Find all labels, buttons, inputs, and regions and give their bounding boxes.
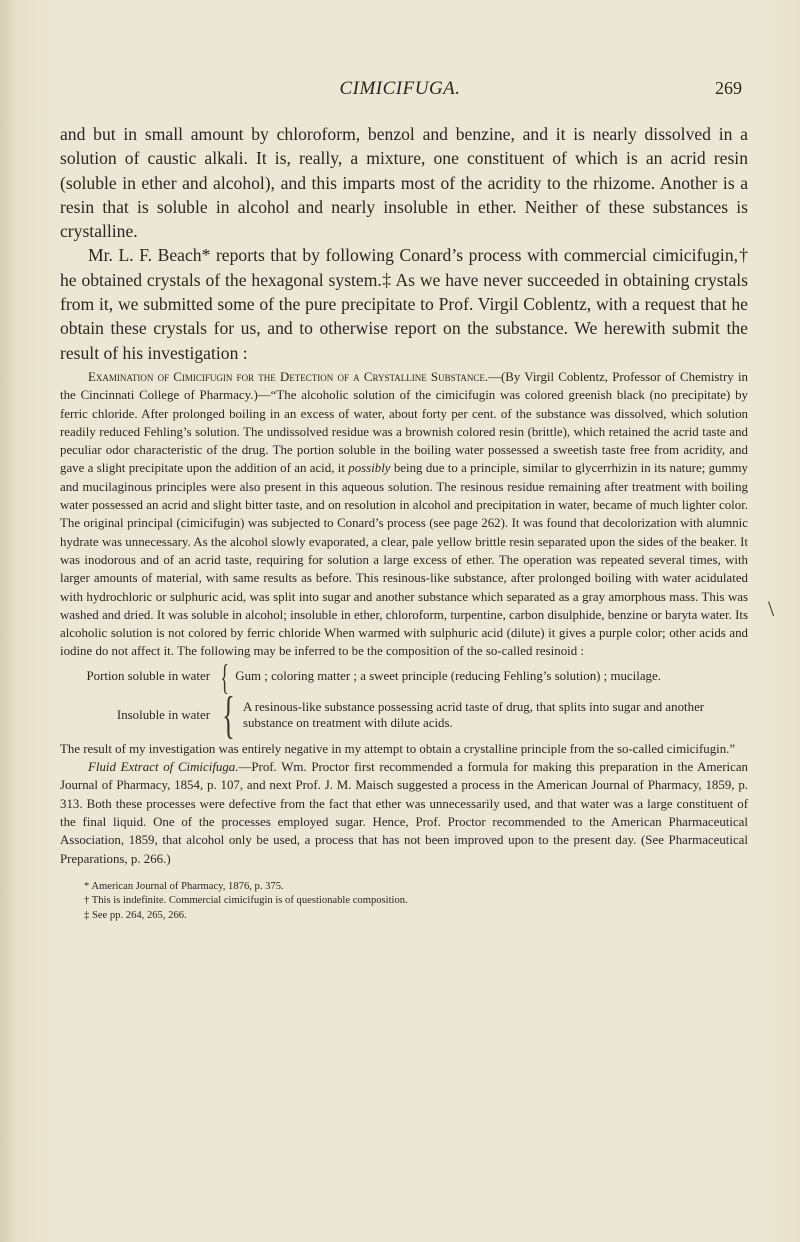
- body-text: [60, 122, 748, 923]
- page-header: [0, 78, 800, 102]
- examination-paragraph: [60, 368, 748, 661]
- small-text-section: [60, 368, 748, 923]
- brace-icon: {: [220, 656, 229, 697]
- brace-icon: {: [222, 686, 235, 744]
- result-paragraph: The result of my investigation was entirely negative in my attempt to obtain a crystalline principle from the so-called cimicifugin.”: [60, 741, 736, 756]
- examination-italic: possibly: [348, 461, 391, 476]
- examination-heading: Examination of Cimicifugin for the Detection of a Crystalline Substance.: [88, 369, 489, 384]
- footnotes: [60, 880, 748, 924]
- paragraph-1: and but in small amount by chloroform, benzol and benzine, and it is nearly dissolved in a solution of caustic alkali. It is, really, a mixture, one constituent of which is an acrid resin (soluble in ether and alcohol), and this imparts most of the acridity to the rhizome. Another is a resin that is soluble in alcohol and nearly insoluble in ether. Neither of these substances is crystalline.: [60, 124, 748, 242]
- insoluble-description: A resinous-like substance possessing acrid taste of drug, that splits into sugar and another substance on treatment with dilute acids.: [242, 700, 705, 730]
- insoluble-label: Insoluble in water: [116, 707, 210, 722]
- fluid-extract-heading: Fluid Extract of Cimicifuga.: [88, 760, 239, 775]
- composition-table: [60, 656, 748, 744]
- footnote-3: ‡ See pp. 264, 265, 266.: [84, 909, 187, 921]
- composition-row-soluble: [60, 656, 748, 697]
- large-text-section: [60, 122, 748, 365]
- paragraph-2: Mr. L. F. Beach* reports that by following Conard’s process with commercial cimicifugin,† he obtained crystals of the hexagonal system.‡ As we have never succeeded in obtaining crystals from it, we submitted some of the pure precipitate to Prof. Virgil Coblentz, with a request that he obtain these crystals for us, and to otherwise report on the substance. We herewith submit the result of his investigation :: [60, 245, 748, 363]
- examination-text-2: being due to a principle, similar to glycerrhizin in its nature; gummy and mucilaginous principles were also present in this aqueous solution. The resinous residue remaining after treatment with boiling water possessed an acrid and slight bitter taste, and on resolution in alcohol and precipitation in water, became of much lighter color. The original principal (cimicifugin) was subjected to Conard’s process (see page 262). It was found that decolorization with alumnic hydrate was unnecessary. As the alcohol slowly evaporated, a clear, pale yellow brittle resin separated upon the sides of the beaker. It was inodorous and of an acrid taste, requiring for solution a large excess of ether. The operation was repeated several times, with larger amounts of material, with same results as before. This resinous-like substance, after prolonged boiling with water acidulated with hydrochloric or sulphuric acid, was split into sugar and another substance which separated as a gray amorphous mass. This was washed and dried. It was soluble in alcohol; insoluble in ether, chloroform, turpentine, carbon disulphide, benzine or baryta water. Its alcoholic solution is not colored by ferric chloride When warmed with sulphuric acid (dilute) it gives a purple color; other acids and iodine do not affect it. The following may be inferred to be the composition of the so-called resinoid :: [60, 461, 749, 659]
- fluid-extract-text: —Prof. Wm. Proctor first recommended a formula for making this preparation in the American Journal of Pharmacy, 1854, p. 107, and next Prof. J. M. Maisch suggested a process in the American Journal of Pharmacy, 1859, p. 313. Both these processes were defective from the fact that ether was unnecessarily used, and that water was a large constituent of the final liquid. One of the processes employed sugar. Hence, Prof. Proctor recommended to the American Pharmaceutical Association, 1859, that alcohol only be used, a process that has not been improved upon to the present day. (See Pharmaceutical Preparations, p. 266.): [60, 760, 749, 866]
- running-title: CIMICIFUGA.: [339, 78, 461, 99]
- soluble-description: Gum ; coloring matter ; a sweet principle (reducing Fehling’s solution) ; mucilage.: [235, 668, 661, 683]
- footnote-1: * American Journal of Pharmacy, 1876, p. 375.: [84, 880, 284, 892]
- margin-mark: \: [768, 596, 775, 621]
- examination-text-1: —(By Virgil Coblentz, Professor of Chemistry in the Cincinnati College of Pharmacy.)—“The alcoholic solution of the cimicifugin was colored greenish black (no precipitate) by ferric chloride. After prolonged boiling in an excess of water, about forty per cent. of the substance was dissolved, which solution readily reduced Fehling’s solution. The undissolved residue was a brownish colored resin (brittle), which retained the acrid taste and peculiar odor characteristic of the drug. The portion soluble in the boiling water possessed a sweetish taste free from acridity, and gave a slight precipitate upon the addition of an acid, it: [60, 369, 748, 476]
- footnote-2: † This is indefinite. Commercial cimicifugin is of questionable composition.: [84, 895, 408, 907]
- page-number: 269: [715, 78, 742, 98]
- soluble-label: Portion soluble in water: [86, 668, 210, 683]
- fluid-extract-paragraph: [60, 758, 748, 868]
- composition-row-insoluble: [60, 686, 748, 744]
